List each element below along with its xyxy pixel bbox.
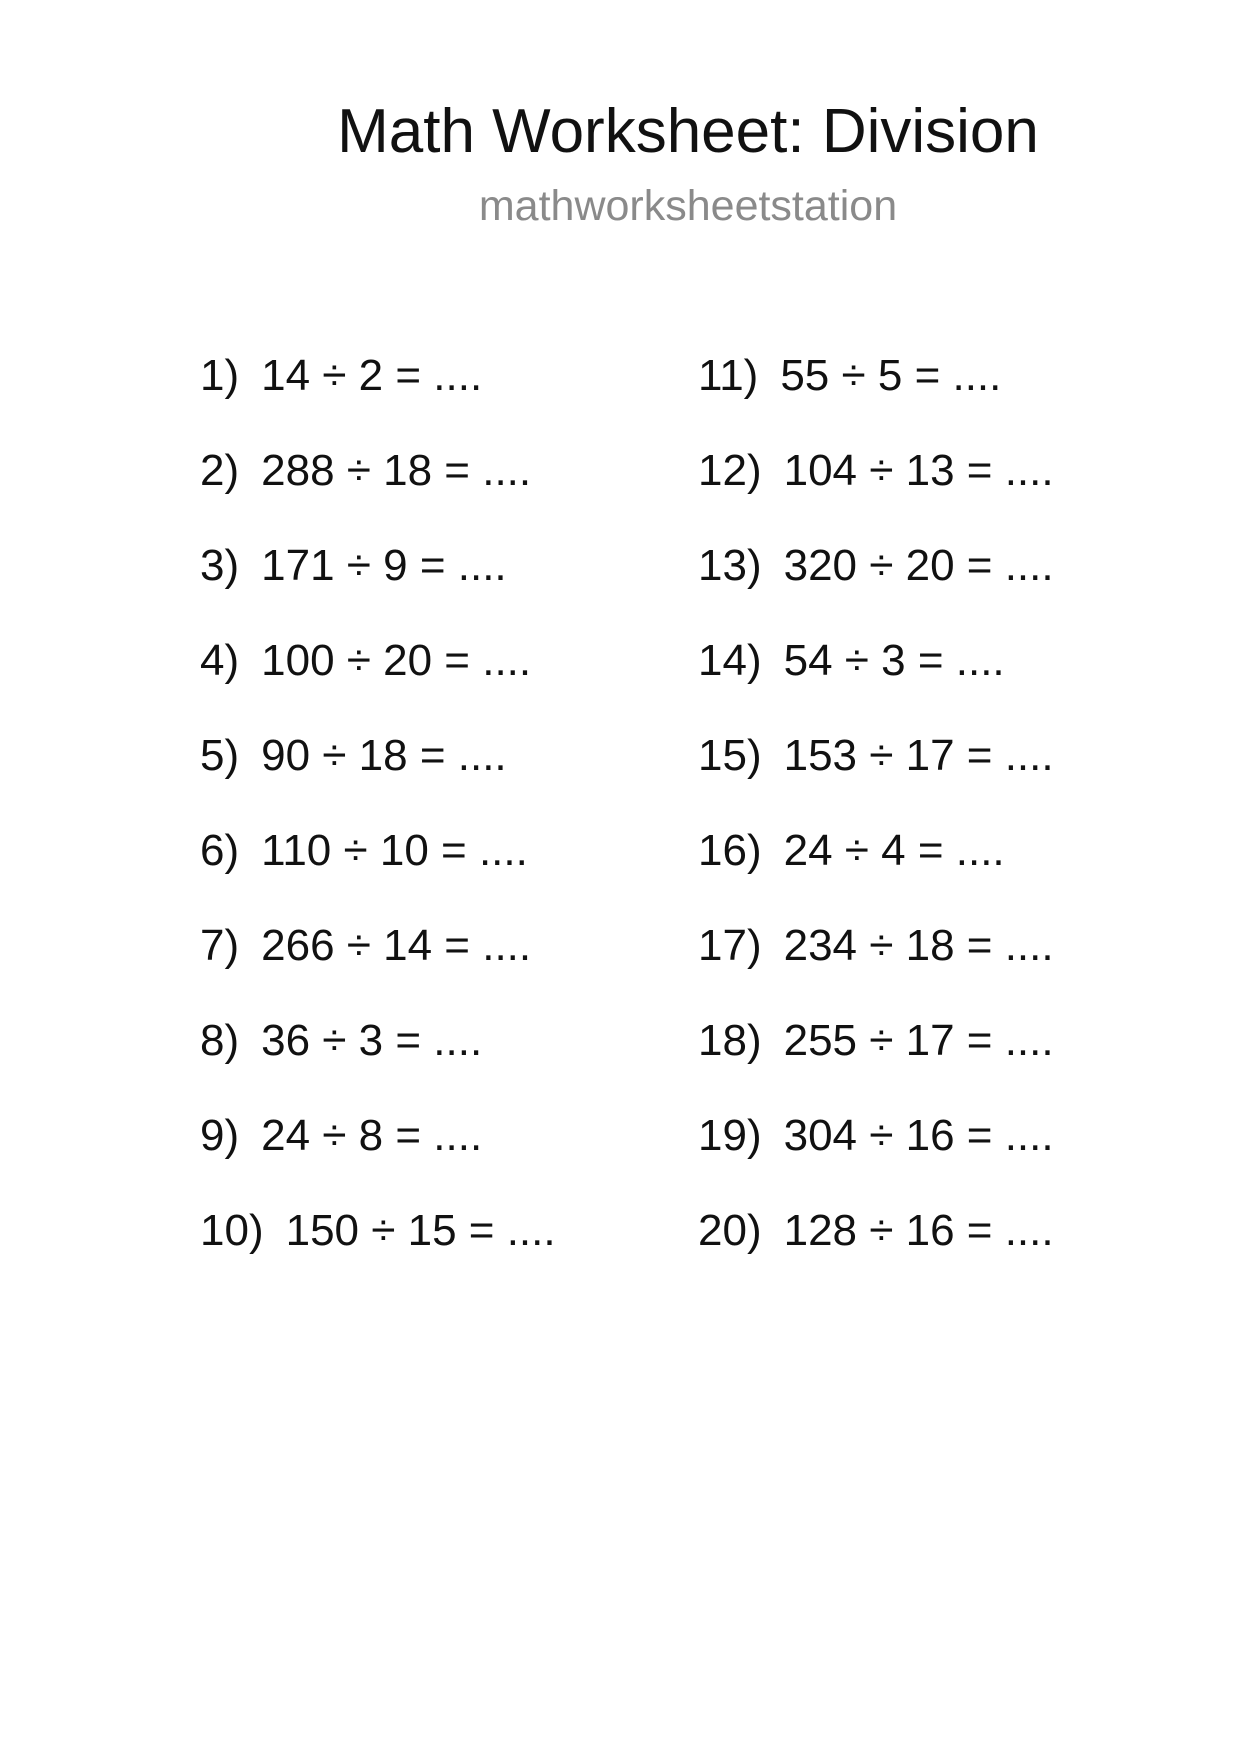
problem-number: 3) — [200, 541, 240, 590]
problem-list-right — [698, 348, 1054, 1298]
problem-item — [698, 1108, 1054, 1203]
problem-number: 13) — [698, 541, 762, 590]
problem-item — [200, 348, 556, 443]
problem-number: 9) — [200, 1111, 240, 1160]
problem-number: 18) — [698, 1016, 762, 1065]
problem-number: 15) — [698, 731, 762, 780]
problem-item — [698, 728, 1054, 823]
problem-expression: 234 ÷ 18 = .... — [783, 921, 1054, 970]
problem-number: 14) — [698, 636, 762, 685]
problem-item — [698, 1013, 1054, 1108]
problem-item — [200, 538, 556, 633]
page-title: Math Worksheet: Division — [337, 97, 1039, 166]
problem-expression: 54 ÷ 3 = .... — [783, 636, 1005, 685]
problem-expression: 288 ÷ 18 = .... — [261, 446, 532, 495]
problem-item — [698, 348, 1054, 443]
problem-expression: 55 ÷ 5 = .... — [780, 351, 1002, 400]
problem-expression: 110 ÷ 10 = .... — [261, 826, 528, 875]
problem-item — [698, 1203, 1054, 1298]
problem-item — [200, 633, 556, 728]
problem-expression: 24 ÷ 4 = .... — [783, 826, 1005, 875]
problem-expression: 320 ÷ 20 = .... — [783, 541, 1054, 590]
problem-number: 5) — [200, 731, 240, 780]
page-subtitle: mathworksheetstation — [478, 182, 898, 230]
problem-expression: 128 ÷ 16 = .... — [783, 1206, 1054, 1255]
problem-item — [698, 633, 1054, 728]
problem-number: 7) — [200, 921, 240, 970]
problem-number: 2) — [200, 446, 240, 495]
problem-expression: 90 ÷ 18 = .... — [261, 731, 507, 780]
problem-expression: 14 ÷ 2 = .... — [261, 351, 483, 400]
problem-expression: 153 ÷ 17 = .... — [783, 731, 1054, 780]
problem-item — [698, 538, 1054, 633]
problem-item — [698, 443, 1054, 538]
problem-item — [200, 1203, 556, 1298]
problem-item — [698, 918, 1054, 1013]
problem-item — [200, 1108, 556, 1203]
problem-number: 6) — [200, 826, 240, 875]
problem-expression: 255 ÷ 17 = .... — [783, 1016, 1054, 1065]
problem-number: 12) — [698, 446, 762, 495]
problem-number: 16) — [698, 826, 762, 875]
problem-number: 17) — [698, 921, 762, 970]
problem-expression: 104 ÷ 13 = .... — [783, 446, 1054, 495]
problem-item — [200, 443, 556, 538]
problem-number: 11) — [698, 351, 759, 400]
problem-expression: 36 ÷ 3 = .... — [261, 1016, 483, 1065]
problem-item — [698, 823, 1054, 918]
problem-list-left — [200, 348, 556, 1298]
problem-number: 19) — [698, 1111, 762, 1160]
problem-expression: 150 ÷ 15 = .... — [285, 1206, 556, 1255]
problem-number: 1) — [200, 351, 240, 400]
problem-number: 20) — [698, 1206, 762, 1255]
problem-item — [200, 728, 556, 823]
problem-expression: 171 ÷ 9 = .... — [261, 541, 507, 590]
problem-expression: 100 ÷ 20 = .... — [261, 636, 532, 685]
problem-number: 4) — [200, 636, 240, 685]
problem-item — [200, 1013, 556, 1108]
problem-expression: 304 ÷ 16 = .... — [783, 1111, 1054, 1160]
problem-item — [200, 823, 556, 918]
problem-item — [200, 918, 556, 1013]
problem-expression: 266 ÷ 14 = .... — [261, 921, 532, 970]
problem-expression: 24 ÷ 8 = .... — [261, 1111, 483, 1160]
problem-number: 8) — [200, 1016, 240, 1065]
problem-number: 10) — [200, 1206, 264, 1255]
